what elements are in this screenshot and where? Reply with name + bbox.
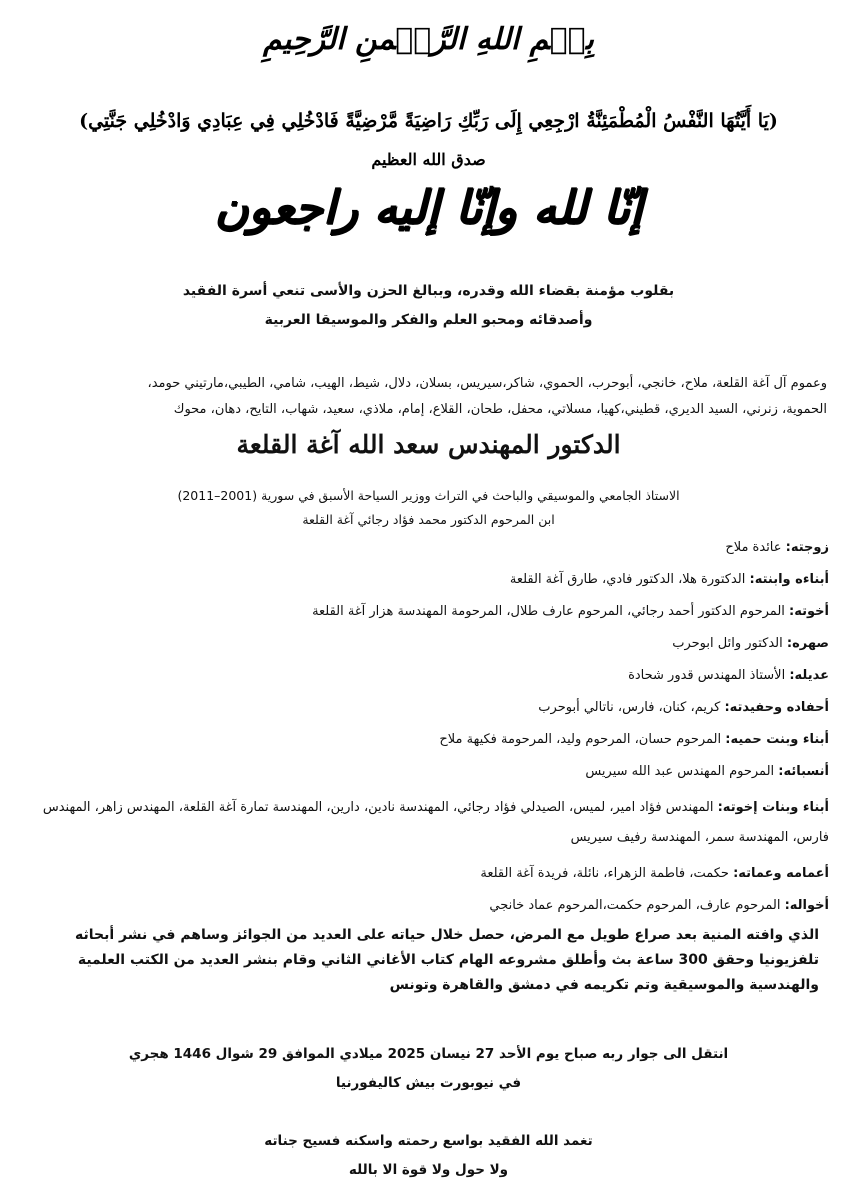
relative-label: أخوته: xyxy=(789,604,829,619)
deceased-name: الدكتور المهندس سعد الله آغة القلعة xyxy=(236,430,621,459)
relative-row-siblings xyxy=(30,601,829,623)
passing-place-line: في نيوبورت بيش كاليفورنيا xyxy=(335,1075,522,1091)
deceased-parentage: ابن المرحوم الدكتور محمد فؤاد رجائي آغة القلعة xyxy=(302,512,555,527)
intro-line-2: وأصدقائه ومحبو العلم والفكر والموسيقا العربية xyxy=(264,312,593,328)
deceased-title: الاستاذ الجامعي والموسيقي والباحث في التراث ووزير السياحة الأسبق في سورية (2001–2011) xyxy=(177,488,680,503)
relative-label: أبناء وبنات إخوته: xyxy=(717,800,829,815)
relative-row-brother-in-law xyxy=(30,665,829,687)
relative-label: عديله: xyxy=(789,668,829,683)
families-line-2: الحموية، زنرني، السيد الديري، قطيني،كهيا، مسلاتي، محفل، طحان، القلاع، إمام، ملاذي، سعيد، شهاب، التايح، دهان، محوك xyxy=(173,402,827,417)
relative-row-maternal-uncles xyxy=(30,895,829,917)
relative-value: عائدة ملاح xyxy=(725,540,786,555)
relative-value: المرحوم المهندس عبد الله سيريس xyxy=(585,764,779,779)
relative-label: صهره: xyxy=(786,636,829,651)
relative-row-nephews-nieces xyxy=(30,793,829,853)
closing-prayer-line-2: ولا حول ولا قوة الا بالله xyxy=(348,1162,509,1178)
relative-row-grandchildren xyxy=(30,697,829,719)
closing-prayer-line-1: تغمد الله الفقيد بواسع رحمته واسكنه فسيح جناته xyxy=(264,1133,593,1149)
relative-row-paternal-uncles-aunts xyxy=(30,863,829,885)
relative-label: أحفاده وحفيدته: xyxy=(724,700,829,715)
basmala-calligraphy: بِسۡمِ اللهِ الرَّحۡمنِ الرَّحِيمِ xyxy=(263,22,594,57)
relative-row-son-in-law xyxy=(30,633,829,655)
relative-label: أعمامه وعماته: xyxy=(733,866,829,881)
biography-paragraph: الذي وافته المنية بعد صراع طويل مع المرض، حصل خلال حياته على العديد من الجوائز وساهم في نشر أبحاثه تلفزيونيا وحقق 300 ساعة بث وأطلق مشروعه الهام كتاب الأغاني الثاني وقام بنشر العديد من الكتب العلمية والهندسية والموسيقية وتم تكريمه في دمشق والقاهرة وتونس xyxy=(75,927,819,993)
relative-value: المرحوم الدكتور أحمد رجائي، المرحوم عارف طلال، المرحومة المهندسة هزار آغة القلعة xyxy=(312,604,790,619)
relative-value: المرحوم حسان، المرحوم وليد، المرحومة فكيهة ملاح xyxy=(439,732,726,747)
relative-row-wife xyxy=(30,537,829,559)
families-line-1: وعموم آل آغة القلعة، ملاح، خانجي، أبوحرب، الحموي، شاكر،سيريس، بسلان، دلال، شيط، الهيب، شامي، الطيبي،مارتيني حومد، xyxy=(147,376,827,391)
relative-label: أبناء وبنت حميه: xyxy=(725,732,829,747)
relative-label: أخواله: xyxy=(784,898,829,913)
relative-value: الأستاذ المهندس قدور شحادة xyxy=(628,668,790,683)
intro-line-1: بقلوب مؤمنة بقضاء الله وقدره، وببالغ الحزن والأسى تنعي أسرة الفقيد xyxy=(182,283,675,299)
relative-row-children xyxy=(30,569,829,591)
relative-value: المهندس فؤاد امير، لميس، الصيدلي فؤاد رجائي، المهندسة نادين، دارين، المهندسة تمارة آغة القلعة، المهندس زاهر، المهندس فارس، المهندسة سمر، المهندسة رفيف سيريس xyxy=(42,800,829,845)
relative-value: الدكتور وائل ابوحرب xyxy=(672,636,787,651)
relative-label: زوجته: xyxy=(785,540,829,555)
relative-value: المرحوم عارف، المرحوم حكمت،المرحوم عماد خانجي xyxy=(489,898,785,913)
relative-label: أبناءه وابنته: xyxy=(749,572,829,587)
relative-value: كريم، كنان، فارس، ناتالي أبوحرب xyxy=(538,700,725,715)
inna-lillah-calligraphy: إنّا لله وإنّا إليه راجعون xyxy=(214,180,643,234)
sadaq-allah-line: صدق الله العظيم xyxy=(371,150,486,169)
relative-row-relatives-by-marriage xyxy=(30,761,829,783)
relatives-list xyxy=(30,537,829,927)
relative-label: أنسبائه: xyxy=(778,764,829,779)
relative-value: حكمت، فاطمة الزهراء، نائلة، فريدة آغة القلعة xyxy=(480,866,734,881)
passing-date-line: انتقل الى جوار ربه صباح يوم الأحد 27 نيسان 2025 ميلادي الموافق 29 شوال 1446 هجري xyxy=(128,1046,729,1062)
relative-row-in-laws xyxy=(30,729,829,751)
relative-value: الدكتورة هلا، الدكتور فادي، طارق آغة القلعة xyxy=(509,572,750,587)
quran-verse: (يَا أَيَّتُهَا النَّفْسُ الْمُطْمَئِنَّةُ ارْجِعِي إِلَى رَبِّكِ رَاضِيَةً مَّرْضِيَّةً فَادْخُلِي فِي عِبَادِي وَادْخُلِي جَنَّتِي) xyxy=(79,110,778,132)
